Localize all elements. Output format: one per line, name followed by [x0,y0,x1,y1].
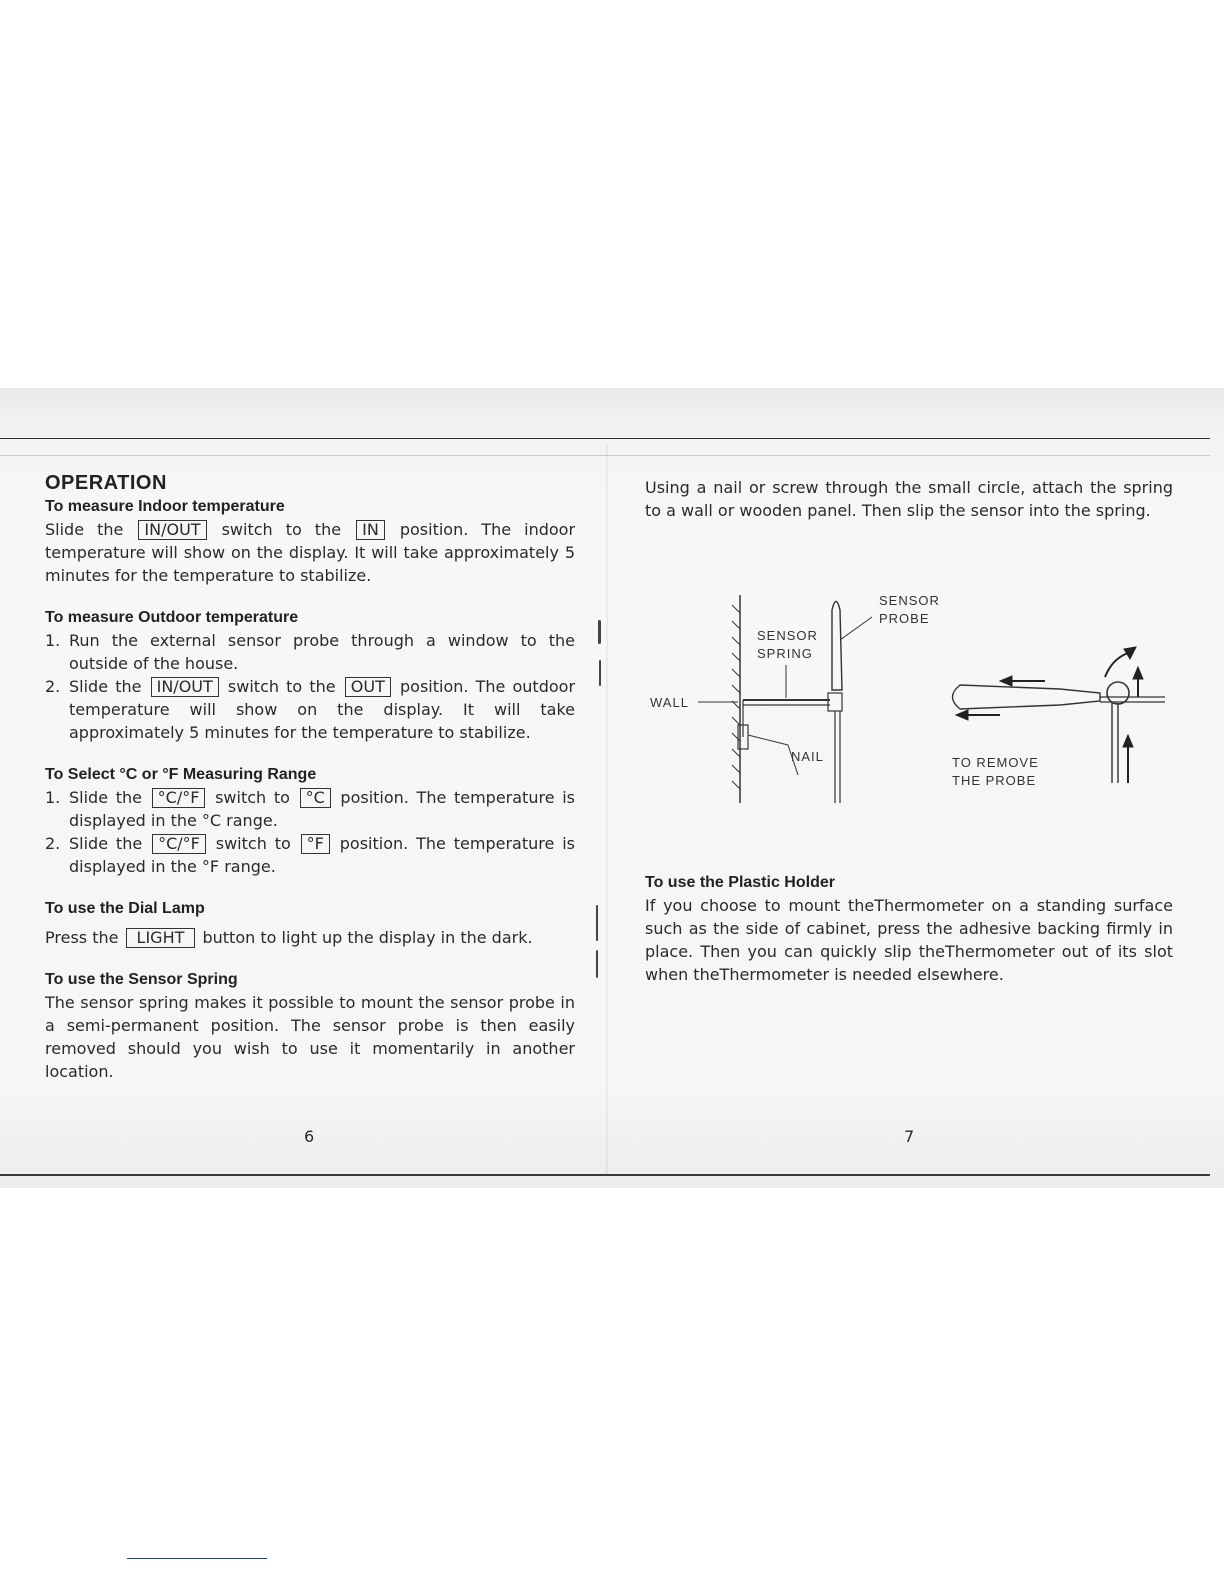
in-out-switch-label: IN/OUT [138,520,206,540]
text: Press the [45,928,119,947]
sensor-probe [832,602,842,691]
outdoor-steps [45,629,575,744]
text: position. The indoor temperature will show on the display. It will take approximately 5 minutes for the temperature to stabilize. [45,520,576,585]
list-item [45,832,575,878]
text: position. The temperature is displayed in the °C range. [69,788,575,830]
text: Slide the [69,834,143,853]
holder-section [645,872,1173,986]
spring-title: To use the Sensor Spring [45,971,238,988]
label-sensor-probe-1: SENSOR [879,593,940,608]
outdoor-title: To measure Outdoor temperature [45,609,299,626]
label-wall: WALL [650,695,689,710]
c-f-switch-label: °C/°F [152,834,206,854]
text: Slide the [69,677,142,696]
text: button to light up the display in the dark. [202,928,533,947]
range-title: To Select °C or °F Measuring Range [45,766,317,783]
celsius-position-label: °C [300,788,331,808]
label-the-probe: THE PROBE [952,773,1037,788]
bottom-rule [0,1174,1210,1176]
text: position. The outdoor temperature will show on the display. It will take approximately 5 minutes for the temperature to stabilize. [69,677,576,742]
page-number: 6 [304,1127,315,1146]
text: Slide the [69,788,142,807]
list-item [45,786,575,832]
staple-mark [596,950,598,978]
intro-paragraph: Using a nail or screw through the small circle, attach the spring to a wall or wooden panel. Then slip the sensor into the spring. [645,478,1173,520]
in-position-label: IN [356,520,385,540]
left-page [45,470,575,1083]
label-sensor-probe-2: PROBE [879,611,930,626]
staple-mark [599,660,601,686]
right-page [645,476,1173,522]
spring-coil [828,693,842,711]
wall-hatching [732,605,740,789]
item-number: 1. [45,788,61,807]
text: switch to [215,834,291,853]
top-rule-faint [0,455,1210,456]
text: position. The temperature is displayed in the °F range. [69,834,575,876]
label-to-remove: TO REMOVE [952,755,1039,770]
nail-leader-2 [748,735,788,745]
item-number: 1. [45,631,61,650]
holder-paragraph: If you choose to mount theThermometer on a standing surface such as the side of cabinet, press the adhesive backing firmly in place. Then you can quickly slip theThermometer out of its slot when theThermometer is needed elsewhere. [645,896,1173,984]
indoor-title: To measure Indoor temperature [45,498,285,515]
spring-paragraph: The sensor spring makes it possible to mount the sensor probe in a semi-permanent position. The sensor probe is then easily removed should you wish to use it momentarily in another location. [45,993,575,1081]
top-rule [0,438,1210,439]
text: Slide the [45,520,124,539]
c-f-switch-label: °C/°F [152,788,206,808]
staple-mark [598,620,601,644]
range-steps [45,786,575,878]
probe-leader [840,617,872,640]
staple-mark [596,905,598,941]
spring-loop [1107,682,1129,704]
indoor-paragraph [45,518,575,587]
center-fold [606,445,608,1175]
out-position-label: OUT [345,677,391,697]
list-item [45,629,575,675]
light-button-label: LIGHT [126,928,196,948]
text: switch to [215,788,290,807]
item-text: Run the external sensor probe through a window to the outside of the house. [69,631,575,673]
fahrenheit-position-label: °F [301,834,330,854]
page-number: 7 [904,1127,915,1146]
lamp-paragraph [45,926,575,949]
in-out-switch-label: IN/OUT [151,677,219,697]
section-heading: OPERATION [45,472,167,494]
item-number: 2. [45,834,61,853]
label-nail: NAIL [791,749,824,764]
bottom-edge-line [127,1558,267,1559]
list-item [45,675,575,744]
removed-probe [953,685,1101,709]
lamp-title: To use the Dial Lamp [45,900,205,917]
text: switch to the [227,677,336,696]
holder-title: To use the Plastic Holder [645,874,835,891]
label-sensor-spring-1: SENSOR [757,628,818,643]
item-number: 2. [45,677,61,696]
text: switch to the [221,520,342,539]
sensor-spring-diagram [640,585,1180,810]
label-sensor-spring-2: SPRING [757,646,813,661]
